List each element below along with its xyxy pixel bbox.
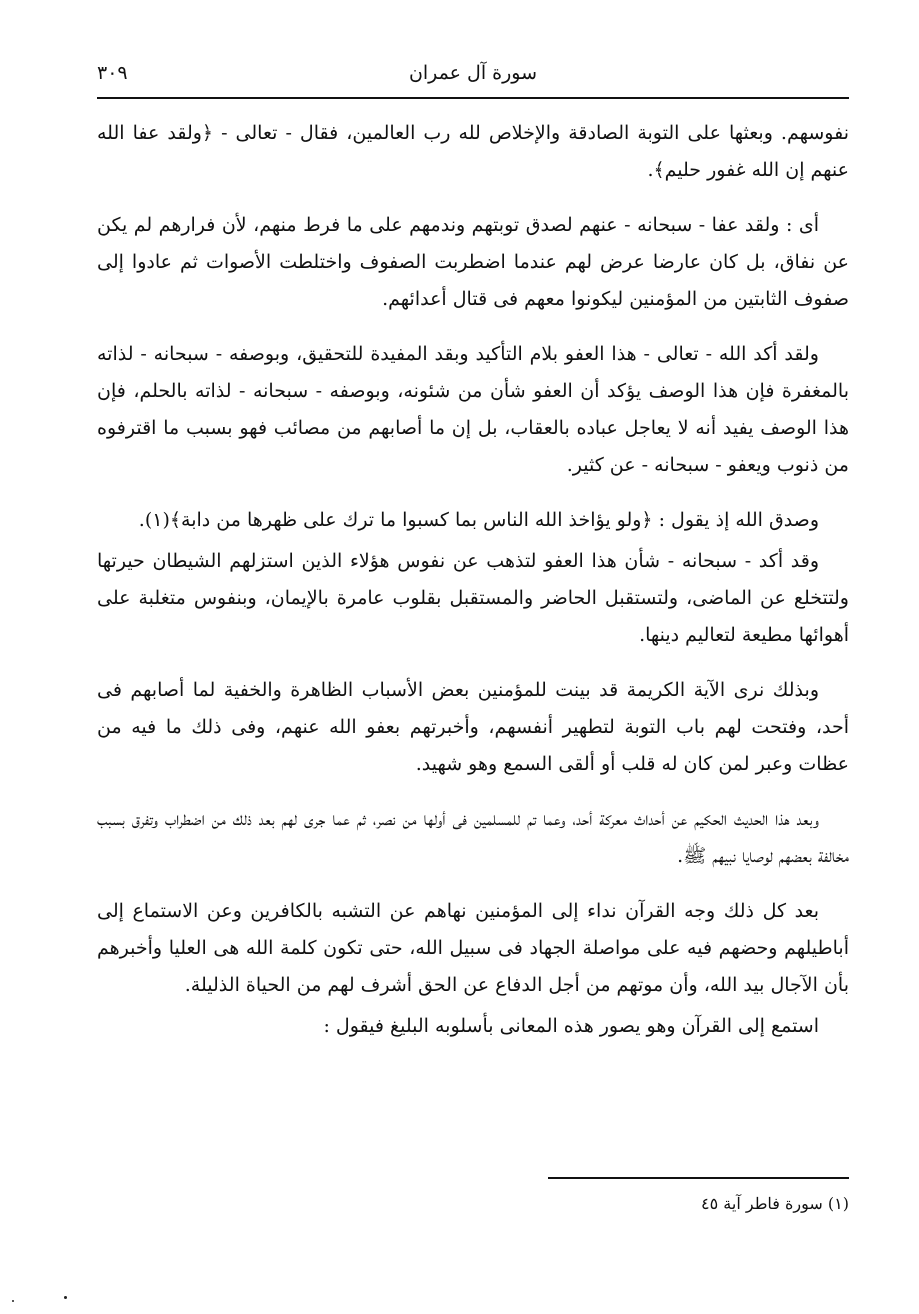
paragraph: ولقد أكد الله - تعالى - هذا العفو بلام التأكيد وبقد المفيدة للتحقيق، وبوصفه - سبحانه - لذاته بالمغفرة فإن هذا الوصف يؤكد أن العفو شأن من شئونه، وبوصفه - سبحانه - لذاته بالحلم، فإن هذا الوصف يفيد أنه لا يعاجل عباده بالعقاب، بل إن ما أصابهم من مصائب فهو بسبب ما اقترفوه من ذنوب ويعفو - سبحانه - عن كثير. bbox=[97, 343, 849, 476]
paragraph: أى : ولقد عفا - سبحانه - عنهم لصدق توبتهم وندمهم على ما فرط منهم، لأن فرارهم لم يكن عن نفاق، بل كان عارضا عرض لهم عندما اضطربت الصفوف واختلطت الأصوات ثم عادوا إلى صفوف الثابتين من المؤمنين ليكونوا معهم فى قتال أعدائهم. bbox=[97, 214, 849, 310]
sura-title: سورة آل عمران bbox=[408, 62, 538, 84]
paragraph: بعد كل ذلك وجه القرآن نداء إلى المؤمنين نهاهم عن التشبه بالكافرين وعن الاستماع إلى أباطيلهم وحضهم فيه على مواصلة الجهاد فى سبيل الله، حتى تكون كلمة الله هى العليا وأخبرهم بأن الآجال بيد الله، وأن موتهم من أجل الدفاع عن الحق أشرف لهم من الحياة الذليلة. bbox=[97, 900, 849, 996]
paragraph: وصدق الله إذ يقول : ﴿ولو يؤاخذ الله الناس بما كسبوا ما ترك على ظهرها من دابة﴾(١). bbox=[138, 509, 819, 531]
paragraph: وقد أكد - سبحانه - شأن هذا العفو لتذهب عن نفوس هؤلاء الذين استزلهم الشيطان حيرتها ولتتخلع عن الماضى، ولتستقبل الحاضر والمستقبل بقلوب عامرة بالإيمان، وبنفوس متغلبة على أهوائها مطيعة لتعاليم دينها. bbox=[97, 550, 849, 646]
scan-speck bbox=[12, 1300, 14, 1302]
paragraph: استمع إلى القرآن وهو يصور هذه المعانى بأسلوبه البليغ فيقول : bbox=[323, 1015, 819, 1037]
paragraph: وبعد هذا الحديث الحكيم عن أحداث معركة أحد، وعما تم للمسلمين فى أولها من نصر، ثم عما جرى لهم بعد ذلك من اضطراب وتفرق بسبب مخالفة بعضهم لوصايا نبيهم ﷺ. bbox=[97, 808, 849, 867]
page-number: ٣٠٩ bbox=[97, 62, 128, 84]
body-text bbox=[97, 115, 849, 1063]
header-divider bbox=[97, 97, 849, 99]
paragraph: نفوسهم. وبعثها على التوبة الصادقة والإخلاص لله رب العالمين، فقال - تعالى - ﴿ولقد عفا الله عنهم إن الله غفور حليم﴾. bbox=[97, 122, 849, 181]
page-header bbox=[97, 58, 849, 94]
footnote: (١) سورة فاطر آية ٤٥ bbox=[701, 1194, 849, 1213]
paragraph: وبذلك نرى الآية الكريمة قد بينت للمؤمنين بعض الأسباب الظاهرة والخفية لما أصابهم فى أحد، وفتحت لهم باب التوبة لتطهير أنفسهم، وأخبرتهم بعفو الله عنهم، وفى ذلك ما فيه من عظات وعبر لمن كان له قلب أو ألقى السمع وهو شهيد. bbox=[97, 679, 849, 775]
scan-speck bbox=[64, 1296, 67, 1299]
footnote-divider bbox=[548, 1177, 849, 1179]
